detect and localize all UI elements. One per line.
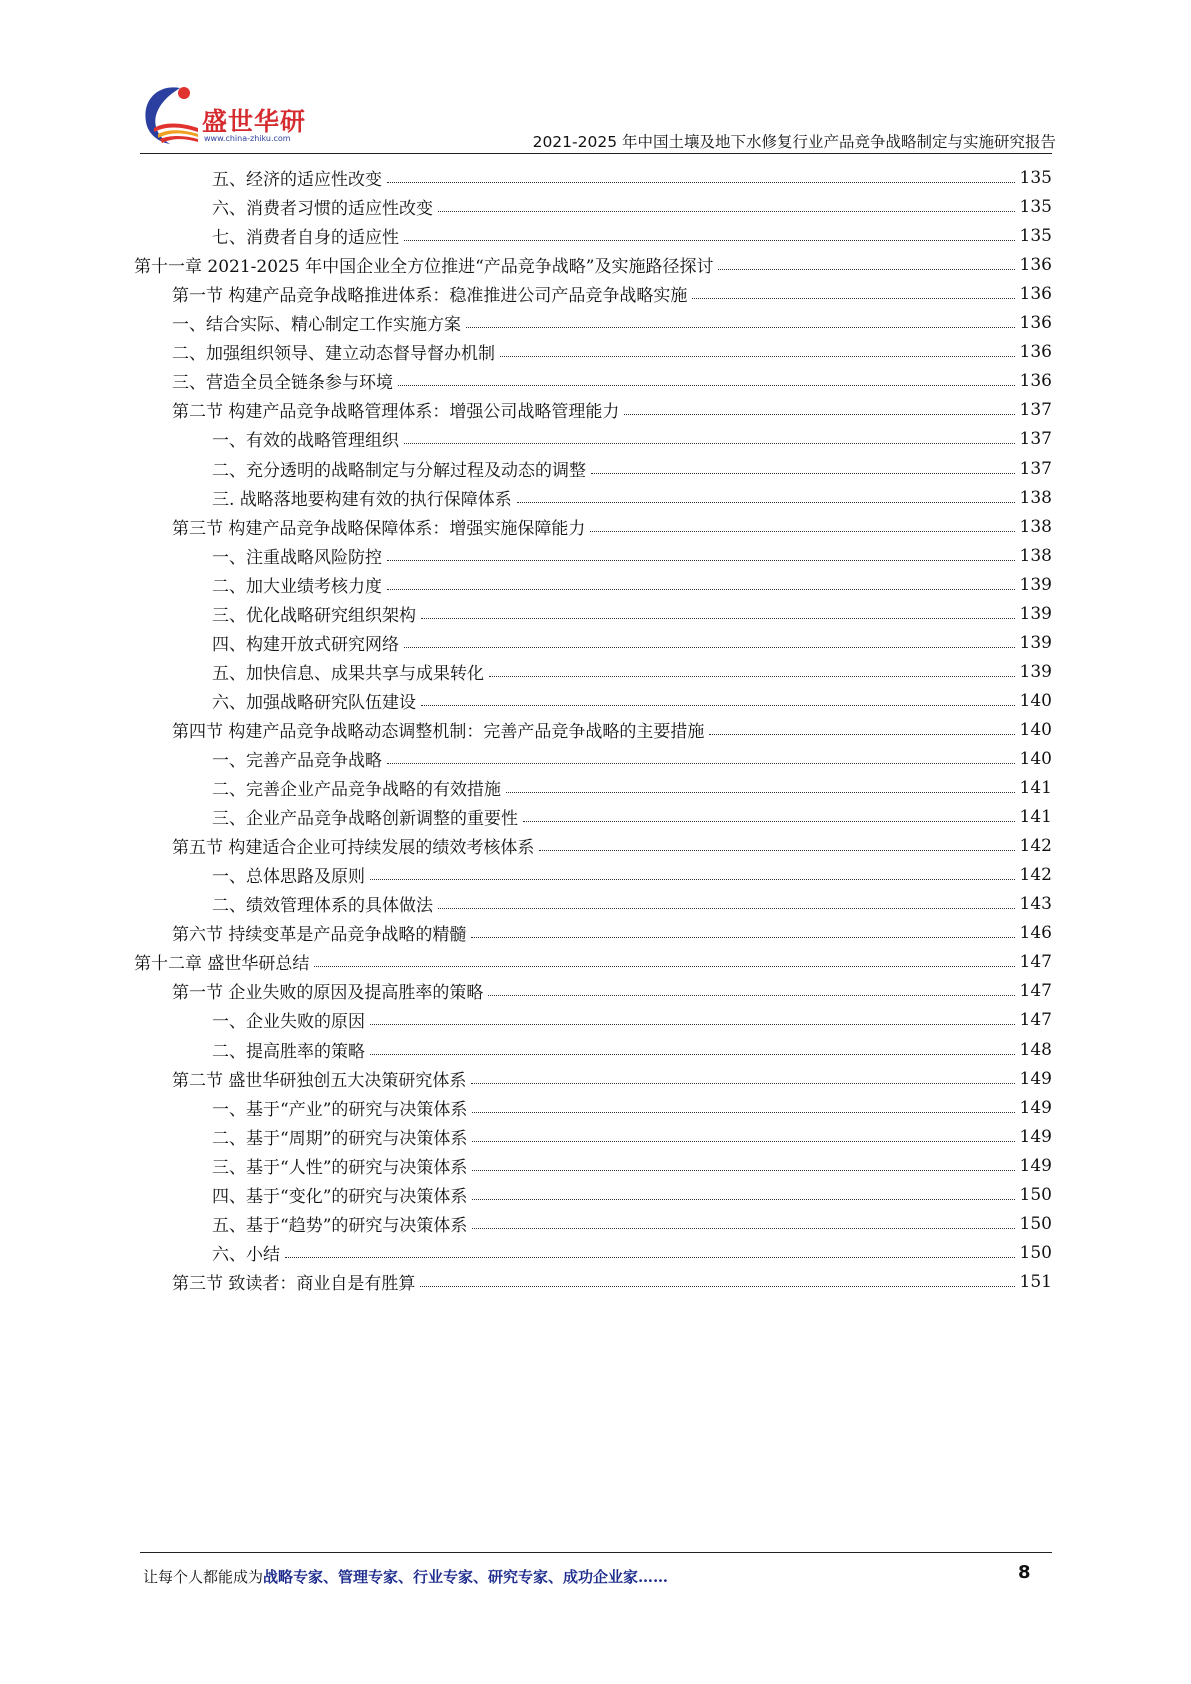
toc-entry-page: 148 [1019,1039,1052,1060]
toc-dot-leader [471,937,1014,938]
toc-entry-page: 137 [1019,399,1052,420]
toc-entry[interactable] [212,888,1052,919]
toc-dot-leader [404,443,1015,444]
toc-entry[interactable] [212,1179,1052,1210]
logo-name: 盛世华研 [202,107,307,136]
toc-entry[interactable] [212,685,1052,716]
toc-entry-title: 第十一章 2021-2025 年中国企业全方位推进“产品竞争战略”及实施路径探讨 [134,257,714,277]
toc-dot-leader [404,240,1015,241]
toc-dot-leader [420,1286,1014,1287]
toc-entry-title: 三、基于“人性”的研究与决策体系 [212,1158,468,1178]
toc-entry-page: 147 [1019,980,1052,1001]
toc-entry-title: 第一节 构建产品竞争战略推进体系：稳准推进公司产品竞争战略实施 [172,286,688,306]
toc-entry[interactable] [172,278,1052,309]
toc-entry-title: 二、加强组织领导、建立动态督导督办机制 [172,344,495,364]
toc-entry-page: 137 [1019,428,1052,449]
toc-entry-title: 第三节 致读者：商业自是有胜算 [172,1274,416,1294]
toc-entry-page: 139 [1019,574,1052,595]
toc-dot-leader [517,502,1015,503]
toc-entry-page: 139 [1019,661,1052,682]
toc-dot-leader [370,1054,1015,1055]
toc-entry-title: 第十二章 盛世华研总结 [134,954,310,974]
toc-entry[interactable] [212,482,1052,513]
toc-entry-page: 136 [1019,312,1052,333]
toc-entry[interactable] [212,453,1052,484]
toc-dot-leader [370,879,1015,880]
toc-dot-leader [466,327,1015,328]
toc-entry-page: 136 [1019,341,1052,362]
toc-dot-leader [387,763,1015,764]
toc-entry-title: 二、充分透明的战略制定与分解过程及动态的调整 [212,461,586,481]
toc-entry[interactable] [212,540,1052,571]
toc-entry-page: 150 [1019,1184,1052,1205]
toc-entry-title: 二、加大业绩考核力度 [212,577,382,597]
toc-entry-title: 第二节 盛世华研独创五大决策研究体系 [172,1071,467,1091]
toc-entry-title: 三、营造全员全链条参与环境 [172,373,393,393]
toc-entry-page: 138 [1019,545,1052,566]
toc-entry-page: 147 [1019,1009,1052,1030]
footer-slogan [143,1566,668,1587]
toc-entry-page: 150 [1019,1213,1052,1234]
toc-entry[interactable] [172,307,1052,338]
toc-entry-title: 二、基于“周期”的研究与决策体系 [212,1129,468,1149]
toc-entry-title: 第四节 构建产品竞争战略动态调整机制：完善产品竞争战略的主要措施 [172,722,705,742]
toc-entry-page: 140 [1019,690,1052,711]
toc-entry[interactable] [134,946,1052,977]
toc-dot-leader [539,850,1014,851]
toc-entry-title: 二、提高胜率的策略 [212,1042,365,1062]
toc-dot-leader [387,589,1015,590]
toc-dot-leader [472,1141,1014,1142]
toc-entry-page: 149 [1019,1068,1052,1089]
toc-dot-leader [421,618,1015,619]
toc-dot-leader [624,414,1014,415]
toc-dot-leader [471,1083,1014,1084]
toc-dot-leader [404,647,1015,648]
toc-entry-page: 139 [1019,603,1052,624]
toc-entry[interactable] [212,1150,1052,1181]
toc-entry-page: 141 [1019,806,1052,827]
slogan-roles: 战略专家、管理专家、行业专家、研究专家、成功企业家…… [263,1568,669,1586]
toc-entry-title: 第三节 构建产品竞争战略保障体系：增强实施保障能力 [172,519,586,539]
toc-dot-leader [314,966,1014,967]
toc-entry-title: 一、结合实际、精心制定工作实施方案 [172,315,461,335]
toc-entry[interactable] [212,598,1052,629]
toc-entry-page: 139 [1019,632,1052,653]
toc-dot-leader [718,269,1014,270]
company-logo [140,82,310,148]
toc-entry[interactable] [212,423,1052,454]
toc-entry[interactable] [172,1266,1052,1297]
page-header [0,0,1191,160]
toc-entry-page: 136 [1019,254,1052,275]
toc-entry-page: 138 [1019,516,1052,537]
toc-dot-leader [398,385,1015,386]
toc-entry[interactable] [212,1237,1052,1268]
toc-dot-leader [472,1228,1014,1229]
toc-entry-title: 四、构建开放式研究网络 [212,635,399,655]
toc-dot-leader [500,356,1015,357]
toc-entry-page: 149 [1019,1126,1052,1147]
toc-entry-page: 149 [1019,1097,1052,1118]
toc-entry[interactable] [212,191,1052,222]
toc-entry-page: 136 [1019,283,1052,304]
toc-entry-title: 一、完善产品竞争战略 [212,751,382,771]
toc-dot-leader [421,705,1015,706]
toc-dot-leader [488,995,1014,996]
toc-entry-title: 一、有效的战略管理组织 [212,431,399,451]
slogan-lead: 让每个人都能成为 [143,1568,264,1586]
toc-dot-leader [489,676,1015,677]
toc-dot-leader [472,1112,1014,1113]
toc-entry-page: 135 [1019,196,1052,217]
toc-entry-title: 三、优化战略研究组织架构 [212,606,416,626]
toc-entry[interactable] [212,656,1052,687]
footer-divider [140,1552,1052,1553]
toc-dot-leader [709,734,1014,735]
toc-entry-page: 142 [1019,864,1052,885]
toc-entry[interactable] [134,249,1052,280]
toc-entry[interactable] [172,975,1052,1006]
toc-entry-title: 七、消费者自身的适应性 [212,228,399,248]
toc-entry-page: 146 [1019,922,1052,943]
toc-entry-title: 三. 战略落地要构建有效的执行保障体系 [212,490,512,510]
toc-entry[interactable] [212,627,1052,658]
toc-entry[interactable] [212,1092,1052,1123]
toc-entry-page: 135 [1019,225,1052,246]
toc-entry[interactable] [212,162,1052,193]
page-number: 8 [1018,1562,1031,1583]
logo-url: www.china-zhiku.com [204,134,291,143]
toc-entry[interactable] [172,830,1052,861]
toc-entry-page: 138 [1019,487,1052,508]
toc-entry[interactable] [212,772,1052,803]
toc-entry-page: 151 [1019,1271,1052,1292]
report-title: 2021-2025 年中国土壤及地下水修复行业产品竞争战略制定与实施研究报告 [532,133,1056,151]
toc-entry-title: 六、消费者习惯的适应性改变 [212,199,433,219]
toc-entry-title: 一、注重战略风险防控 [212,548,382,568]
toc-entry-page: 147 [1019,951,1052,972]
toc-dot-leader [692,298,1014,299]
toc-entry-title: 第二节 构建产品竞争战略管理体系：增强公司战略管理能力 [172,402,620,422]
toc-entry[interactable] [172,394,1052,425]
toc-entry-title: 六、小结 [212,1245,280,1265]
toc-entry-page: 150 [1019,1242,1052,1263]
toc-entry-title: 第六节 持续变革是产品竞争战略的精髓 [172,925,467,945]
toc-entry[interactable] [212,569,1052,600]
toc-entry-page: 140 [1019,719,1052,740]
toc-entry-page: 141 [1019,777,1052,798]
toc-entry-page: 143 [1019,893,1052,914]
toc-entry-page: 149 [1019,1155,1052,1176]
toc-entry[interactable] [172,365,1052,396]
toc-dot-leader [523,821,1015,822]
toc-entry[interactable] [212,1034,1052,1065]
toc-entry[interactable] [172,511,1052,542]
toc-dot-leader [590,531,1014,532]
toc-entry[interactable] [172,714,1052,745]
toc-entry-title: 二、绩效管理体系的具体做法 [212,896,433,916]
toc-dot-leader [506,792,1015,793]
toc-entry[interactable] [212,1208,1052,1239]
toc-entry[interactable] [212,859,1052,890]
toc-entry[interactable] [172,917,1052,948]
toc-entry[interactable] [212,801,1052,832]
toc-entry-title: 四、基于“变化”的研究与决策体系 [212,1187,468,1207]
toc-entry-title: 一、总体思路及原则 [212,867,365,887]
toc-entry[interactable] [212,220,1052,251]
toc-entry-title: 三、企业产品竞争战略创新调整的重要性 [212,809,518,829]
toc-entry-page: 140 [1019,748,1052,769]
toc-entry-page: 137 [1019,458,1052,479]
toc-dot-leader [438,908,1015,909]
toc-dot-leader [285,1257,1015,1258]
toc-entry[interactable] [212,743,1052,774]
toc-dot-leader [472,1199,1014,1200]
toc-entry-page: 136 [1019,370,1052,391]
toc-entry-title: 五、经济的适应性改变 [212,170,382,190]
logo-swoosh-icon [140,82,204,148]
toc-dot-leader [370,1024,1015,1025]
toc-dot-leader [591,473,1015,474]
toc-dot-leader [387,182,1015,183]
toc-entry-page: 135 [1019,167,1052,188]
toc-entry[interactable] [212,1004,1052,1035]
toc-entry-title: 第五节 构建适合企业可持续发展的绩效考核体系 [172,838,535,858]
toc-entry-title: 二、完善企业产品竞争战略的有效措施 [212,780,501,800]
toc-entry-title: 五、加快信息、成果共享与成果转化 [212,664,484,684]
toc-entry-title: 第一节 企业失败的原因及提高胜率的策略 [172,983,484,1003]
toc-entry-title: 六、加强战略研究队伍建设 [212,693,416,713]
toc-entry[interactable] [172,1063,1052,1094]
toc-entry[interactable] [212,1121,1052,1152]
toc-entry-title: 五、基于“趋势”的研究与决策体系 [212,1216,468,1236]
toc-entry[interactable] [172,336,1052,367]
toc-entry-title: 一、基于“产业”的研究与决策体系 [212,1100,468,1120]
toc-entry-page: 142 [1019,835,1052,856]
toc-entry-title: 一、企业失败的原因 [212,1012,365,1032]
toc-dot-leader [438,211,1015,212]
toc-dot-leader [472,1170,1014,1171]
header-divider [140,153,1052,154]
toc-dot-leader [387,560,1015,561]
